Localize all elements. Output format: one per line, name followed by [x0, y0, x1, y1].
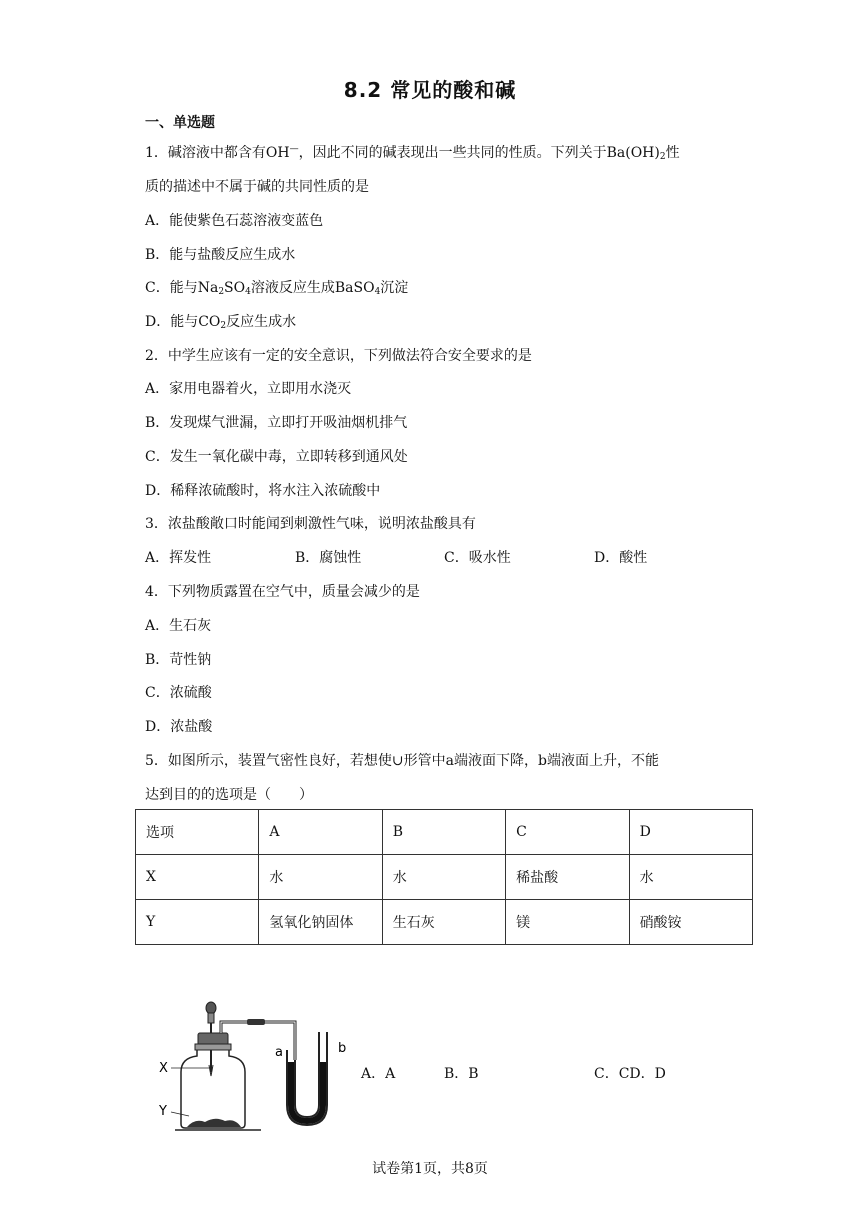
q1-superscript: —: [289, 144, 299, 155]
q1-c-sub2: 4: [245, 287, 251, 297]
table-cell: 水: [629, 855, 752, 900]
q1-d-text-b: 反应生成水: [226, 314, 297, 330]
apparatus-figure: [155, 1000, 365, 1135]
q5-option-cd: C．CD．D: [594, 1066, 666, 1082]
table-cell: D: [629, 810, 752, 855]
q1-option-b: B．能与盐酸反应生成水: [145, 247, 296, 263]
q5-table: [135, 809, 753, 945]
q2-option-c: C．发生一氧化碳中毒，立即转移到通风处: [145, 449, 408, 465]
q5-option-b: B．B: [444, 1066, 479, 1082]
q3-option-b: B．腐蚀性: [295, 550, 362, 566]
table-cell: 生石灰: [382, 900, 505, 945]
q5-stem-line1: 5．如图所示，装置气密性良好，若想使∪形管中a端液面下降，b端液面上升，不能: [145, 753, 659, 769]
q2-option-a: A．家用电器着火，立即用水浇灭: [145, 381, 352, 397]
table-cell: 水: [259, 855, 382, 900]
table-cell: 稀盐酸: [506, 855, 629, 900]
q1-d-text-a: D．能与CO: [145, 314, 221, 330]
q4-option-d: D．浓盐酸: [145, 719, 213, 735]
connecting-tube: [221, 1022, 295, 1060]
q1-text-c: 性: [665, 145, 680, 161]
q1-c-sub1: 2: [218, 287, 225, 297]
q4-stem: 4．下列物质露置在空气中，质量会减少的是: [145, 584, 420, 600]
table-cell: 硝酸铵: [629, 900, 752, 945]
rubber-joint: [247, 1019, 265, 1025]
u-tube-liquid: [288, 1062, 326, 1124]
solid-y: [187, 1119, 241, 1127]
table-cell: 选项: [136, 810, 259, 855]
q3-stem: 3．浓盐酸敞口时能闻到刺激性气味，说明浓盐酸具有: [145, 516, 476, 532]
bottle-neck-ring: [195, 1044, 231, 1050]
label-b: b: [338, 1041, 347, 1056]
label-x: X: [159, 1061, 168, 1076]
label-y-leader: [171, 1112, 189, 1116]
q1-stem-line1: [145, 142, 680, 162]
q5-stem-line2: 达到目的的选项是（ ）: [145, 787, 313, 803]
q1-text-a: 1．碱溶液中都含有OH: [145, 145, 290, 161]
q1-option-a: A．能使紫色石蕊溶液变蓝色: [145, 213, 324, 229]
q1-d-sub: 2: [220, 321, 227, 331]
table-cell: 氢氧化钠固体: [259, 900, 382, 945]
page-footer: 试卷第1页，共8页: [372, 1161, 488, 1177]
page-title: 8.2 常见的酸和碱: [343, 78, 517, 102]
table-row: [136, 810, 753, 855]
bottle-body: [181, 1050, 245, 1128]
table-cell: X: [136, 855, 259, 900]
q4-option-a: A．生石灰: [145, 618, 212, 634]
q3-option-a: A．挥发性: [145, 550, 212, 566]
table-cell: B: [382, 810, 505, 855]
q4-option-b: B．苛性钠: [145, 652, 212, 668]
q1-c-text-c: 溶液反应生成BaSO: [250, 280, 375, 296]
q2-option-b: B．发现煤气泄漏，立即打开吸油烟机排气: [145, 415, 408, 431]
label-y: Y: [159, 1104, 167, 1119]
q1-option-c: [145, 277, 408, 297]
table-cell: A: [259, 810, 382, 855]
label-a: a: [275, 1045, 283, 1060]
q3-option-c: C．吸水性: [444, 550, 511, 566]
q1-text-b: ，因此不同的碱表现出一些共同的性质。下列关于Ba(OH): [298, 145, 660, 161]
table-cell: 镁: [506, 900, 629, 945]
table-cell: 水: [382, 855, 505, 900]
dropper-bulb: [206, 1002, 216, 1014]
q1-stem-line2: 质的描述中不属于碱的共同性质的是: [145, 179, 369, 195]
q1-c-text-d: 沉淀: [380, 280, 409, 296]
table-row: [136, 855, 753, 900]
table-cell: C: [506, 810, 629, 855]
connecting-tube-inner: [221, 1022, 295, 1060]
q3-option-d: D．酸性: [594, 550, 648, 566]
q4-option-c: C．浓硫酸: [145, 685, 212, 701]
q1-subscript: 2: [659, 152, 666, 162]
q2-stem: 2．中学生应该有一定的安全意识，下列做法符合安全要求的是: [145, 348, 532, 364]
q1-c-text-b: SO: [224, 280, 246, 296]
q1-c-text-a: C．能与Na: [145, 280, 219, 296]
q2-option-d: D．稀释浓硫酸时，将水注入浓硫酸中: [145, 483, 381, 499]
q1-c-sub3: 4: [374, 287, 381, 297]
dropper-neck: [208, 1013, 214, 1023]
q1-option-d: [145, 311, 296, 331]
table-cell: Y: [136, 900, 259, 945]
section-heading: 一、单选题: [145, 115, 215, 131]
table-row: [136, 900, 753, 945]
q5-option-a: A．A: [361, 1066, 396, 1082]
u-tube-inner: [295, 1032, 319, 1117]
